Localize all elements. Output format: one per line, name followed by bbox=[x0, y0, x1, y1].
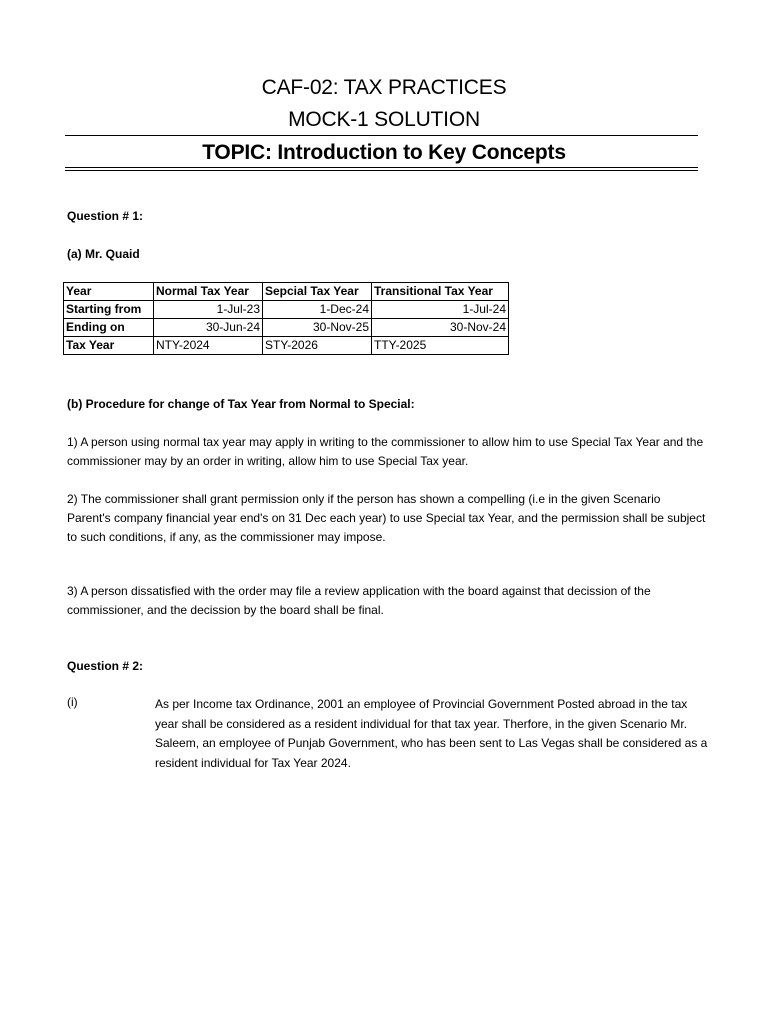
question-2-heading: Question # 2: bbox=[67, 659, 144, 673]
question-2i-label: (i) bbox=[67, 695, 78, 709]
procedure-paragraph-3: 3) A person dissatisfied with the order may file a review application with the board against that decission of the commissioner, and the decission by the board shall be final. bbox=[67, 584, 651, 617]
table-row bbox=[64, 337, 509, 355]
question-1b-heading: (b) Procedure for change of Tax Year from Normal to Special: bbox=[67, 397, 415, 411]
table-cell: 30-Nov-25 bbox=[263, 319, 372, 337]
table-cell: 30-Nov-24 bbox=[372, 319, 509, 337]
question-1-heading: Question # 1: bbox=[67, 209, 144, 223]
question-1a-heading: (a) Mr. Quaid bbox=[67, 247, 140, 261]
row-label: Tax Year bbox=[64, 337, 154, 355]
table-row bbox=[64, 301, 509, 319]
divider-bottom-1 bbox=[65, 167, 698, 168]
procedure-paragraph-2: 2) The commissioner shall grant permission only if the person has shown a compelling (i.e in the given Scenario Parent's company financial year end's on 31 Dec each year) to use Special tax Year, and the permission shall be subject to such conditions, if any, as the commissioner may impose. bbox=[67, 492, 706, 544]
table-header-row bbox=[64, 283, 509, 301]
table-cell: 30-Jun-24 bbox=[154, 319, 263, 337]
procedure-paragraph-1: 1) A person using normal tax year may apply in writing to the commissioner to allow him to use Special Tax Year and the commissioner may by an order in writing, allow him to use Special Tax year. bbox=[67, 435, 704, 468]
row-label: Starting from bbox=[64, 301, 154, 319]
divider-top bbox=[65, 135, 698, 136]
table-cell: STY-2026 bbox=[263, 337, 372, 355]
row-label: Ending on bbox=[64, 319, 154, 337]
table-header-cell: Normal Tax Year bbox=[154, 283, 263, 301]
table-cell: TTY-2025 bbox=[372, 337, 509, 355]
document-subtitle: MOCK-1 SOLUTION bbox=[288, 108, 480, 131]
table-cell: 1-Jul-23 bbox=[154, 301, 263, 319]
table-header-cell: Year bbox=[64, 283, 154, 301]
topic-heading: TOPIC: Introduction to Key Concepts bbox=[202, 141, 566, 164]
table-cell: NTY-2024 bbox=[154, 337, 263, 355]
divider-bottom-2 bbox=[65, 170, 698, 171]
tax-year-table bbox=[63, 282, 509, 355]
table-cell: 1-Dec-24 bbox=[263, 301, 372, 319]
table-row bbox=[64, 319, 509, 337]
table-header-cell: Transitional Tax Year bbox=[372, 283, 509, 301]
document-title: CAF-02: TAX PRACTICES bbox=[261, 76, 507, 99]
question-2i-answer: As per Income tax Ordinance, 2001 an employee of Provincial Government Posted abroad in the tax year shall be considered as a resident individual for that tax year. Therfore, in the given Scenario Mr. Saleem, an employee of Punjab Government, who has been sent to Las Vegas shall be considered as a resident individual for Tax Year 2024. bbox=[155, 697, 708, 770]
table-cell: 1-Jul-24 bbox=[372, 301, 509, 319]
table-header-cell: Sepcial Tax Year bbox=[263, 283, 372, 301]
